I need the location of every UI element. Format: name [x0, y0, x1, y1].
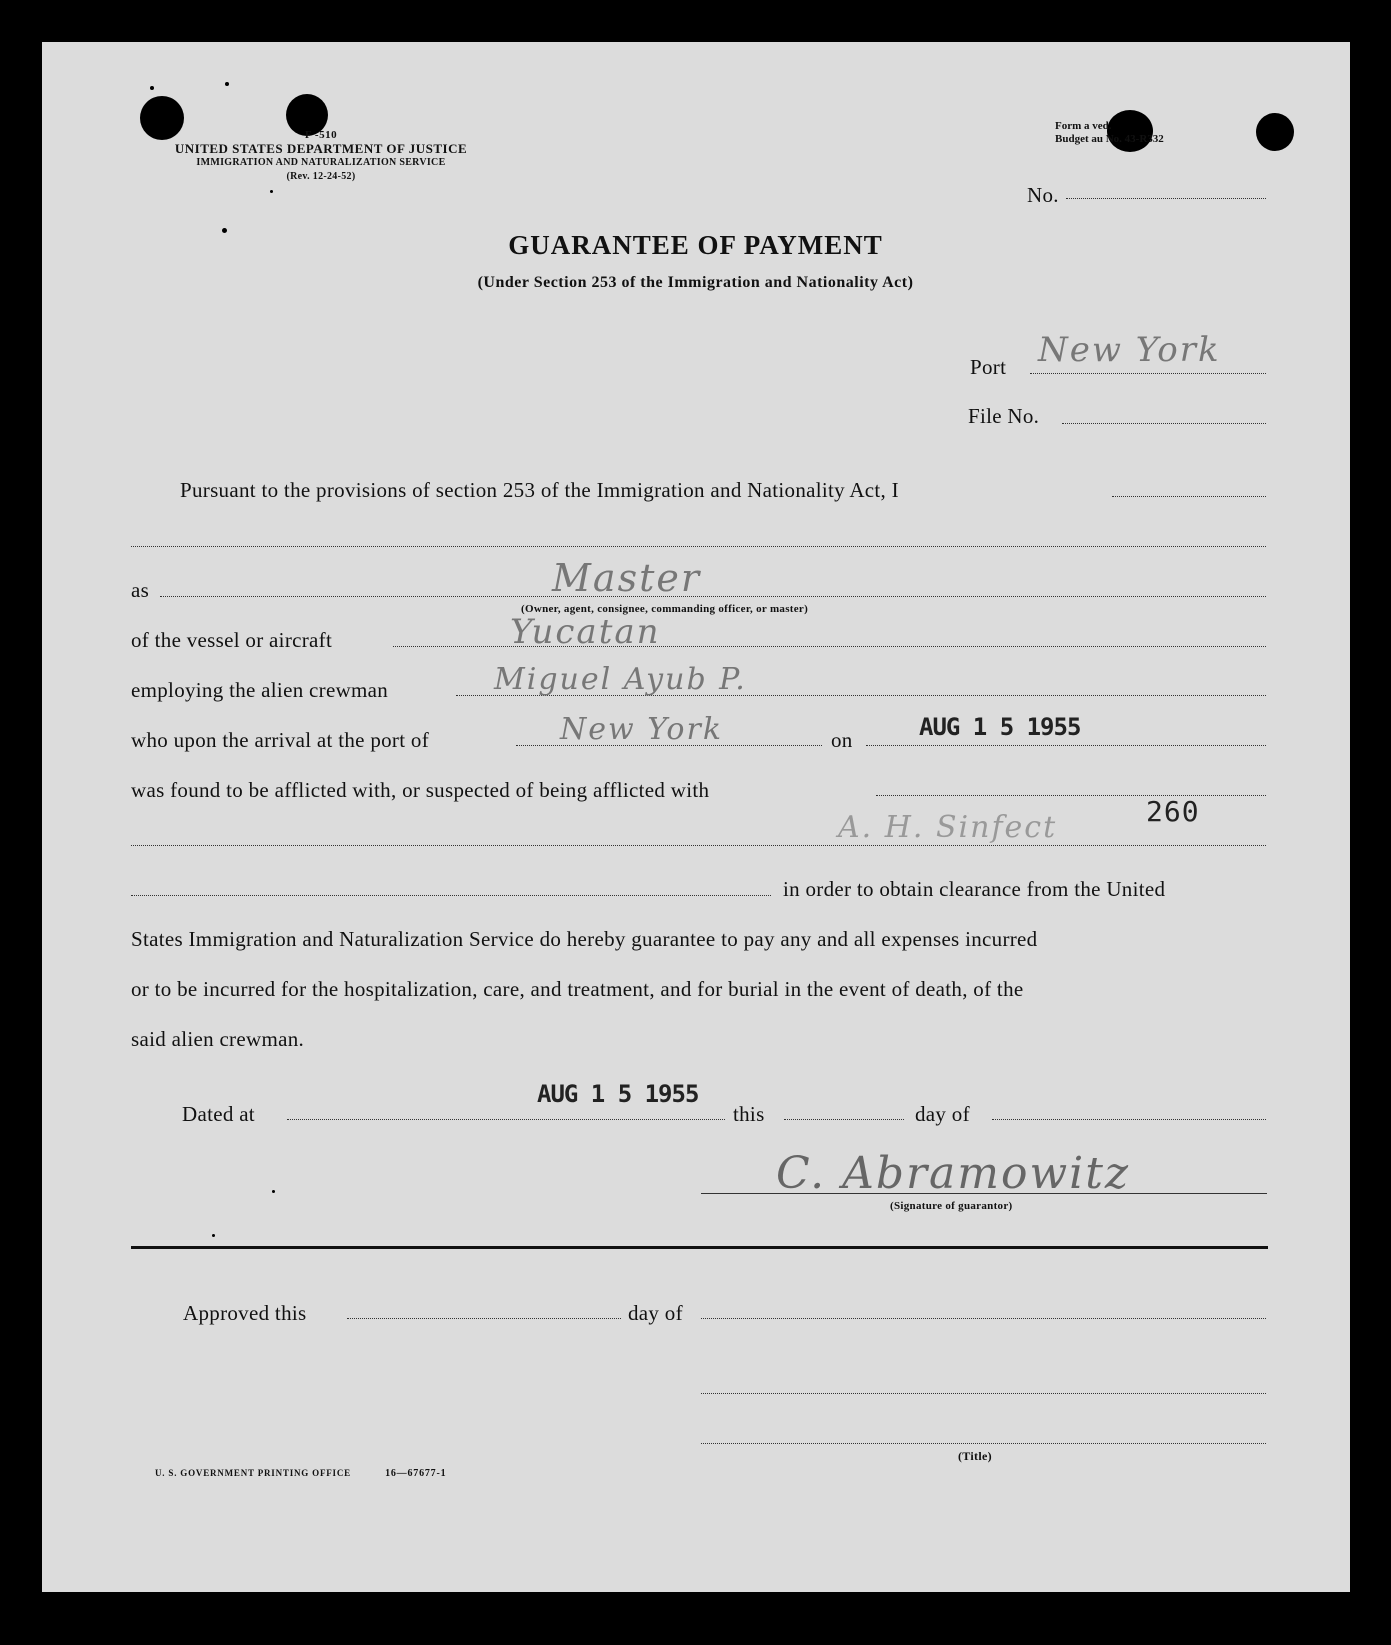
printer-footer: [155, 1468, 446, 1479]
approved-day-line: [347, 1318, 621, 1319]
dated-at-line: [287, 1119, 725, 1120]
approval-line-2: Budget au No. 43-R332: [1055, 133, 1164, 145]
budget-approval: [1055, 120, 1164, 146]
day-of-line: [992, 1119, 1266, 1120]
file-no-line: [1062, 423, 1266, 424]
afflicted-line: [876, 795, 1266, 796]
approved-label: Approved this: [183, 1301, 307, 1325]
as-value: Master: [552, 556, 701, 600]
page-title: GUARANTEE OF PAYMENT: [508, 230, 883, 260]
body-line-2: or to be incurred for the hospitalization, care, and treatment, and for burial in the event of death, of the: [131, 977, 1024, 1001]
body-line-1: States Immigration and Naturalization Service do hereby guarantee to pay any and all expenses incurred: [131, 927, 1038, 951]
body-line-3: said alien crewman.: [131, 1027, 305, 1051]
signature-line: [701, 1193, 1267, 1194]
vessel-value: Yucatan: [510, 612, 661, 652]
printer-name: U. S. GOVERNMENT PRINTING OFFICE: [155, 1468, 351, 1478]
vessel-label: of the vessel or aircraft: [131, 628, 333, 652]
ink-speck: [270, 190, 273, 193]
as-caption: (Owner, agent, consignee, commanding officer, or master): [521, 603, 809, 615]
department-name: UNITED STATES DEPARTMENT OF JUSTICE: [174, 141, 468, 156]
as-label: as: [131, 578, 150, 602]
crewman-value: Miguel Ayub P.: [494, 662, 747, 697]
on-label: on: [831, 728, 853, 752]
approved-day-of-line: [701, 1318, 1266, 1319]
afflicted-value: A. H. Sinfect: [838, 810, 1058, 845]
approved-day-of-label: day of: [628, 1301, 683, 1325]
this-label: this: [733, 1102, 765, 1126]
approval-line-1: Form a ved.: [1055, 120, 1112, 132]
afflicted-line-2: [131, 845, 1266, 846]
agency-header: [128, 128, 514, 184]
ink-blot: [1256, 113, 1294, 151]
dated-at-label: Dated at: [182, 1102, 255, 1126]
clearance-text: in order to obtain clearance from the United: [783, 877, 1166, 901]
port-value: New York: [1038, 330, 1221, 370]
guarantor-name-line: [1112, 496, 1266, 497]
afflicted-number-stamp: 260: [1146, 795, 1200, 828]
arrival-date-stamp: AUG 1 5 1955: [919, 713, 1081, 741]
form-revision: (Rev. 12-24-52): [286, 171, 356, 182]
ink-speck: [150, 86, 154, 90]
clearance-line: [131, 895, 771, 896]
approver-title-line: [701, 1443, 1266, 1444]
guarantor-signature: C. Abramowitz: [776, 1148, 1131, 1199]
dated-stamp: AUG 1 5 1955: [537, 1080, 699, 1108]
page-subtitle: (Under Section 253 of the Immigration and Nationality Act): [477, 274, 914, 291]
pursuant-text: Pursuant to the provisions of section 253 of the Immigration and Nationality Act, I: [180, 478, 899, 502]
arrival-date-line: [866, 745, 1266, 746]
crewman-label: employing the alien crewman: [131, 678, 389, 702]
ink-speck: [225, 82, 229, 86]
ink-speck: [212, 1234, 215, 1237]
guarantor-name-line-2: [131, 546, 1266, 547]
port-label: Port: [970, 355, 1007, 379]
form-number: F -510: [304, 129, 338, 141]
section-divider: [131, 1246, 1268, 1249]
as-line: [160, 596, 1266, 597]
this-day-line: [784, 1119, 904, 1120]
file-no-label: File No.: [968, 404, 1040, 428]
port-line: [1030, 373, 1266, 374]
day-of-label: day of: [915, 1102, 970, 1126]
arrival-label: who upon the arrival at the port of: [131, 728, 429, 752]
approver-signature-line: [701, 1393, 1266, 1394]
title-caption: (Title): [958, 1449, 992, 1463]
ink-speck: [272, 1190, 275, 1193]
no-line: [1066, 198, 1266, 199]
service-name: IMMIGRATION AND NATURALIZATION SERVICE: [196, 157, 446, 168]
arrival-port-value: New York: [560, 712, 723, 747]
afflicted-label: was found to be afflicted with, or suspected of being afflicted with: [131, 778, 710, 802]
no-label: No.: [1027, 183, 1059, 207]
printer-code: 16—67677-1: [385, 1468, 447, 1479]
signature-caption: (Signature of guarantor): [890, 1200, 1013, 1212]
